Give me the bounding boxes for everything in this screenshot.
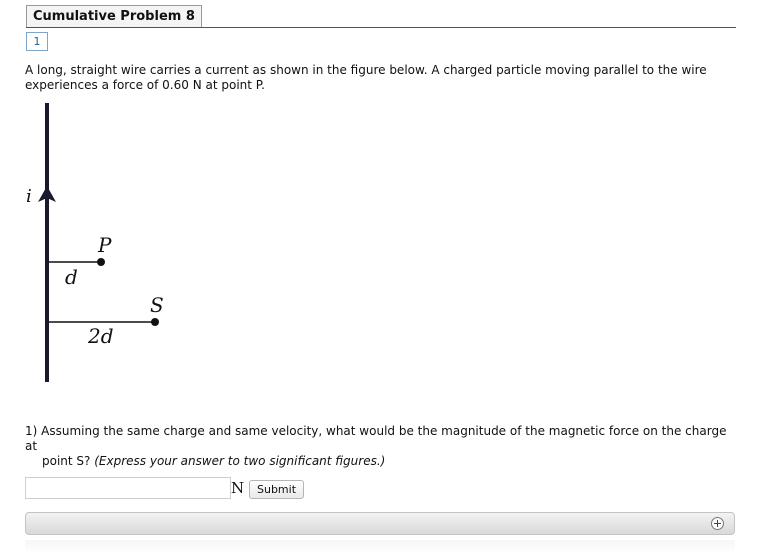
current-label: i [26,186,32,207]
question-instruction: (Express your answer to two significant figures.) [94,454,386,468]
question-line-1: 1) Assuming the same charge and same velocity, what would be the magnitude of the magnetic force on the charge at [25,424,727,453]
question-1 [25,424,735,469]
wire-figure [18,98,188,388]
question-line-2-text: point S? [42,454,95,468]
unit-label: N [231,479,245,497]
hints-expand-bar[interactable] [25,512,735,535]
problem-statement: A long, straight wire carries a current as shown in the figure below. A charged particle moving parallel to the wire experiences a force of 0.60 N at point P. [25,63,707,92]
plus-circle-icon[interactable] [711,517,724,530]
part-tab-1[interactable]: 1 [26,32,48,51]
wire-line [45,103,49,382]
point-p-dot [97,258,105,266]
point-s-label: S [150,293,164,317]
bottom-shadow [25,540,735,554]
problem-title: Cumulative Problem 8 [26,5,202,27]
title-divider [26,27,736,28]
submit-button[interactable]: Submit [249,480,304,499]
question-line-2 [25,454,735,469]
point-p-label: P [98,233,112,257]
distance-p-label: d [65,265,78,289]
answer-input[interactable] [25,477,231,499]
point-s-dot [151,318,159,326]
distance-s-label: 2d [88,324,114,348]
